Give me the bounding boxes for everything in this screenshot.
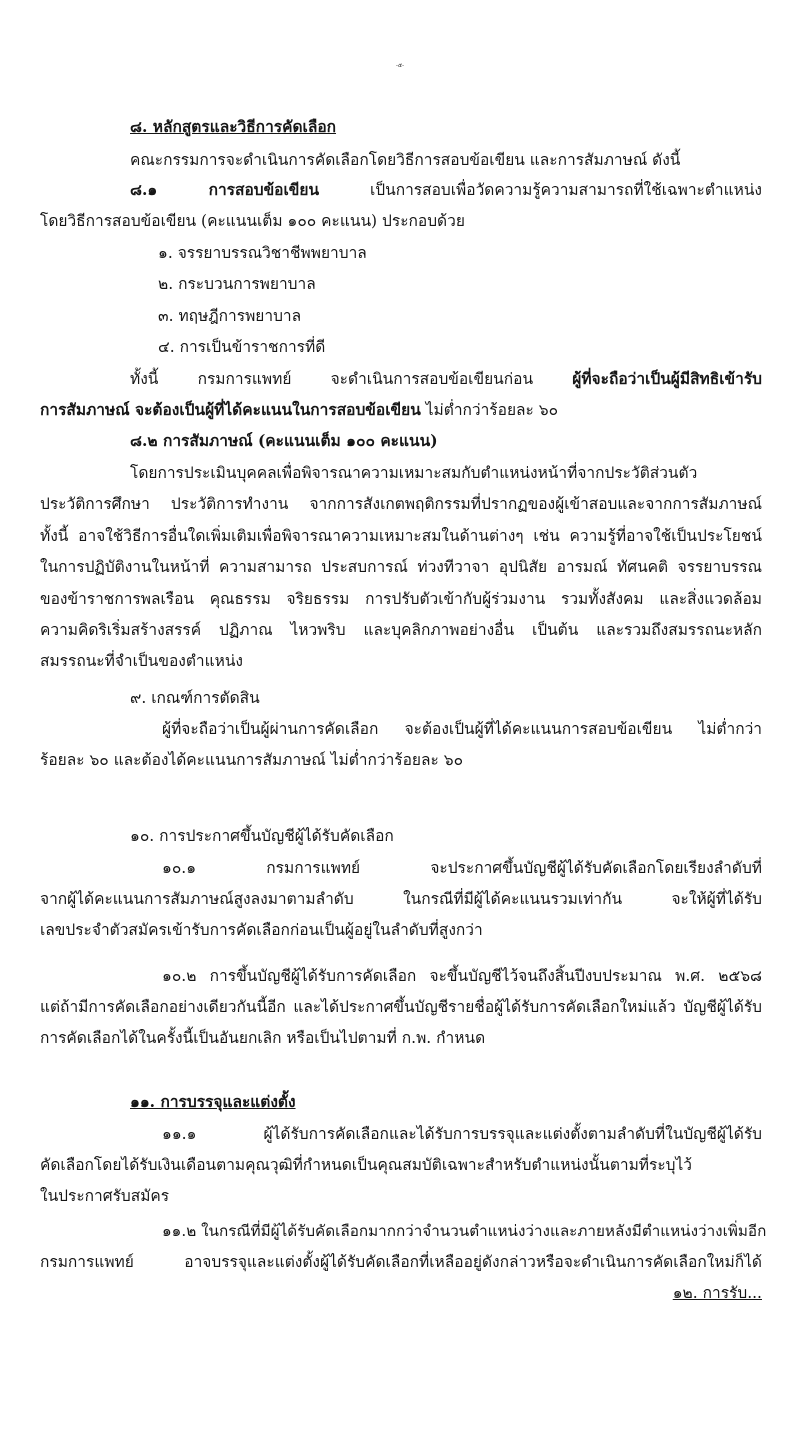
page-number: -๕- <box>396 63 404 69</box>
section-8-2-title: ๘.๒ การสัมภาษณ์ (คะแนนเต็ม ๑๐๐ คะแนน) <box>130 431 438 450</box>
section-11-1-line-1: ๑๑.๑ ผู้ได้รับการคัดเลือกและได้รับการบรรจุและแต่งตั้งตามลำดับที่ในบัญชีผู้ได้รับ <box>162 1125 762 1143</box>
section-11-2-line-1: ๑๑.๒ ในกรณีที่มีผู้ได้รับคัดเลือกมากกว่าจำนวนตำแหน่งว่างและภายหลังมีตำแหน่งว่างเพิ่มอีก <box>162 1222 767 1240</box>
section-11-heading: ๑๑. การบรรจุและแต่งตั้ง <box>130 1092 296 1111</box>
section-8-note-line-2 <box>40 400 558 422</box>
section-11-1-line-3: ในประกาศรับสมัคร <box>40 1187 170 1205</box>
exam-item-3: ๓. ทฤษฎีการพยาบาล <box>158 307 302 325</box>
section-8-2-line-1: โดยการประเมินบุคคลเพื่อพิจารณาความเหมาะสมกับตำแหน่งหน้าที่จากประวัติส่วนตัว <box>130 464 698 482</box>
exam-item-1: ๑. จรรยาบรรณวิชาชีพพยาบาล <box>158 244 367 262</box>
note-plain-1: ทั้งนี้ กรมการแพทย์ จะดำเนินการสอบข้อเขียนก่อน <box>130 370 534 388</box>
section-8-2-line-6: ความคิดริเริ่มสร้างสรรค์ ปฏิภาณ ไหวพริบ และบุคลิกภาพอย่างอื่น เป็นต้น และรวมถึงสมรรถนะหลัก <box>40 621 762 639</box>
note-bold-1: ผู้ที่จะถือว่าเป็นผู้มีสิทธิเข้ารับ <box>572 369 762 388</box>
section-8-2-line-7: สมรรถนะที่จำเป็นของตำแหน่ง <box>40 652 243 670</box>
note-bold-2: การสัมภาษณ์ จะต้องเป็นผู้ที่ได้คะแนนในการสอบข้อเขียน <box>40 400 421 419</box>
section-10-1-line-2: จากผู้ได้คะแนนการสัมภาษณ์สูงลงมาตามลำดับ ในกรณีที่มีผู้ได้คะแนนรวมเท่ากัน จะให้ผู้ที่ได้รับ <box>40 890 762 908</box>
section-9-line-1: ผู้ที่จะถือว่าเป็นผู้ผ่านการคัดเลือก จะต้องเป็นผู้ที่ได้คะแนนการสอบข้อเขียน ไม่ต่ำกว่า <box>162 720 762 738</box>
section-10-2-line-1: ๑๐.๒ การขึ้นบัญชีผู้ได้รับการคัดเลือก จะขึ้นบัญชีไว้จนถึงสิ้นปีงบประมาณ พ.ศ. ๒๕๖๘ <box>162 967 762 985</box>
section-10-heading: ๑๐. การประกาศขึ้นบัญชีผู้ได้รับคัดเลือก <box>130 827 394 845</box>
section-8-intro: คณะกรรมการจะดำเนินการคัดเลือกโดยวิธีการสอบข้อเขียน และการสัมภาษณ์ ดังนี้ <box>130 151 681 169</box>
section-9-line-2: ร้อยละ ๖๐ และต้องได้คะแนนการสัมภาษณ์ ไม่ต่ำกว่าร้อยละ ๖๐ <box>40 751 464 769</box>
section-10-1-line-1: ๑๐.๑ กรมการแพทย์ จะประกาศขึ้นบัญชีผู้ได้รับคัดเลือกโดยเรียงลำดับที่ <box>162 859 762 877</box>
continuation-marker: ๑๒. การรับ... <box>672 1284 762 1302</box>
exam-item-4: ๔. การเป็นข้าราชการที่ดี <box>158 338 326 356</box>
section-10-1-line-3: เลขประจำตัวสมัครเข้ารับการคัดเลือกก่อนเป็นผู้อยู่ในลำดับที่สูงกว่า <box>40 921 483 939</box>
section-8-heading: ๘. หลักสูตรและวิธีการคัดเลือก <box>130 117 337 136</box>
section-10-2-line-3: การคัดเลือกได้ในครั้งนี้เป็นอันยกเลิก หรือเป็นไปตามที่ ก.พ. กำหนด <box>40 1029 486 1047</box>
note-plain-2: ไม่ต่ำกว่าร้อยละ ๖๐ <box>425 401 559 419</box>
section-8-1-line-2: โดยวิธีการสอบข้อเขียน (คะแนนเต็ม ๑๐๐ คะแนน) ประกอบด้วย <box>40 212 465 230</box>
section-9-heading: ๙. เกณฑ์การตัดสิน <box>130 689 260 707</box>
section-8-1-line-1 <box>40 180 762 202</box>
section-11-1-line-2: คัดเลือกโดยได้รับเงินเดือนตามคุณวุฒิที่กำหนดเป็นคุณสมบัติเฉพาะสำหรับตำแหน่งนั้นตามที่ระบุไว้ <box>40 1156 693 1174</box>
section-8-2-line-3: ทั้งนี้ อาจใช้วิธีการอื่นใดเพิ่มเติมเพื่อพิจารณาความเหมาะสมในด้านต่างๆ เช่น ความรู้ที่อาจใช้เป็นประโยชน์ <box>40 527 762 545</box>
section-8-2-line-5: ของข้าราชการพลเรือน คุณธรรม จริยธรรม การปรับตัวเข้ากับผู้ร่วมงาน รวมทั้งสังคม และสิ่งแวดล้อม <box>40 590 762 608</box>
section-8-2-line-2: ประวัติการศึกษา ประวัติการทำงาน จากการสังเกตพฤติกรรมที่ปรากฏของผู้เข้าสอบและจากการสัมภาษณ์ <box>40 495 762 513</box>
section-10-2-line-2: แต่ถ้ามีการคัดเลือกอย่างเดียวกันนี้อีก และได้ประกาศขึ้นบัญชีรายชื่อผู้ได้รับการคัดเลือกใหม่แล้ว บัญชีผู้ได้รับ <box>40 998 762 1016</box>
exam-item-2: ๒. กระบวนการพยาบาล <box>158 275 316 293</box>
section-8-2-line-4: ในการปฏิบัติงานในหน้าที่ ความสามารถ ประสบการณ์ ท่วงทีวาจา อุปนิสัย อารมณ์ ทัศนคติ จรรยาบรรณ <box>40 558 762 576</box>
section-8-1-title: ๘.๑ การสอบข้อเขียน <box>130 180 320 199</box>
section-11-2-line-2: กรมการแพทย์ อาจบรรจุและแต่งตั้งผู้ได้รับคัดเลือกที่เหลืออยู่ดังกล่าวหรือจะดำเนินการคัดเลือกใหม่ก็ได้ <box>40 1253 762 1271</box>
section-8-1-text: เป็นการสอบเพื่อวัดความรู้ความสามารถที่ใช้เฉพาะตำแหน่ง <box>369 181 762 199</box>
section-8-note-line-1 <box>40 369 762 391</box>
